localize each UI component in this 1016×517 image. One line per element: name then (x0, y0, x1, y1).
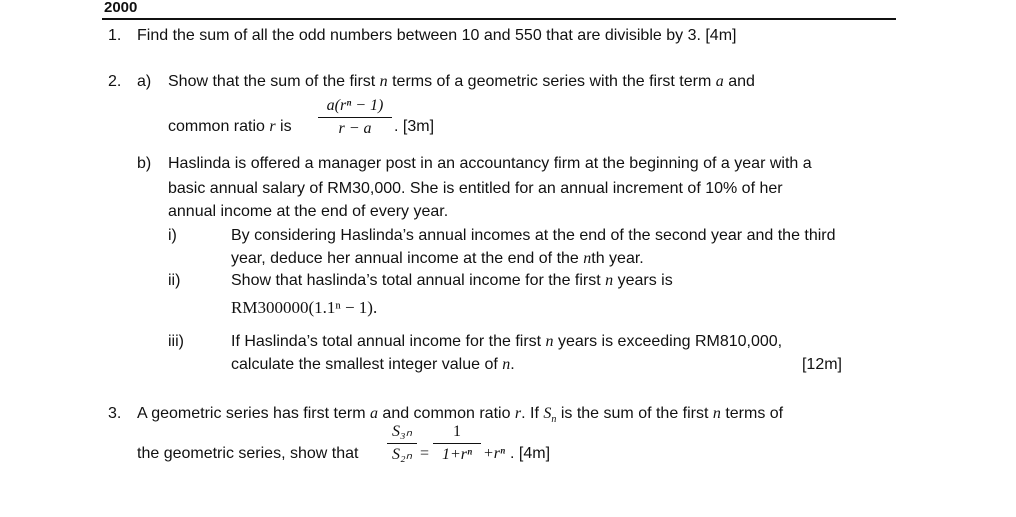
q2bii-label: ii) (168, 272, 181, 289)
q3-line2-pre: the geometric series, show that (137, 445, 359, 462)
q3-line2-post: . [4m] (510, 445, 551, 462)
header-rule (102, 18, 896, 20)
q2a-formula: a(rⁿ − 1) r − a (318, 96, 392, 139)
q3-fraction-s3n-s2n: S₃ₙ S₂ₙ (387, 422, 417, 465)
q2b-line3: annual income at the end of every year. (168, 203, 449, 220)
q2bii-line1: Show that haslinda’s total annual income for the first n years is (231, 272, 673, 289)
q1-text: Find the sum of all the odd numbers between 10 and 550 that are divisible by 3. [4m] (137, 27, 737, 44)
q2biii-line2: calculate the smallest integer value of n. (231, 356, 515, 373)
q2b-marks: [12m] (801, 356, 842, 373)
q3-plus-term: +rⁿ (483, 445, 506, 462)
q2bi-label: i) (168, 227, 177, 244)
q3-fraction-one: 1 1+rⁿ (433, 422, 481, 465)
q2a-line1: Show that the sum of the first n terms of a geometric series with the first term a and (168, 73, 755, 90)
q1-number: 1. (108, 27, 122, 44)
q2a-line2-post: . [3m] (394, 118, 435, 135)
q2b-label: b) (137, 155, 152, 172)
q3-number: 3. (108, 405, 122, 422)
q2bii-formula: RM300000(1.1ⁿ − 1). (231, 298, 378, 317)
q2-number: 2. (108, 73, 122, 90)
q3-line1: A geometric series has first term a and common ratio r. If $S_n$ is the sum of the first n terms of (137, 405, 784, 426)
q2biii-label: iii) (168, 333, 184, 350)
q2a-line2-pre: common ratio r is (168, 118, 292, 135)
q2bi-line2: year, deduce her annual income at the end of the nth year. (231, 250, 644, 267)
q2a-label: a) (137, 73, 152, 90)
q2biii-line1: If Haslinda’s total annual income for the first n years is exceeding RM810,000, (231, 333, 783, 350)
q3-equals: = (420, 445, 430, 462)
q2b-line2: basic annual salary of RM30,000. She is entitled for an annual increment of 10% of her (168, 180, 783, 197)
q2bi-line1: By considering Haslinda’s annual incomes at the end of the second year and the third (231, 227, 836, 244)
q2b-line1: Haslinda is offered a manager post in an accountancy firm at the beginning of a year with a (168, 155, 812, 172)
year-heading: 2000 (104, 0, 138, 16)
